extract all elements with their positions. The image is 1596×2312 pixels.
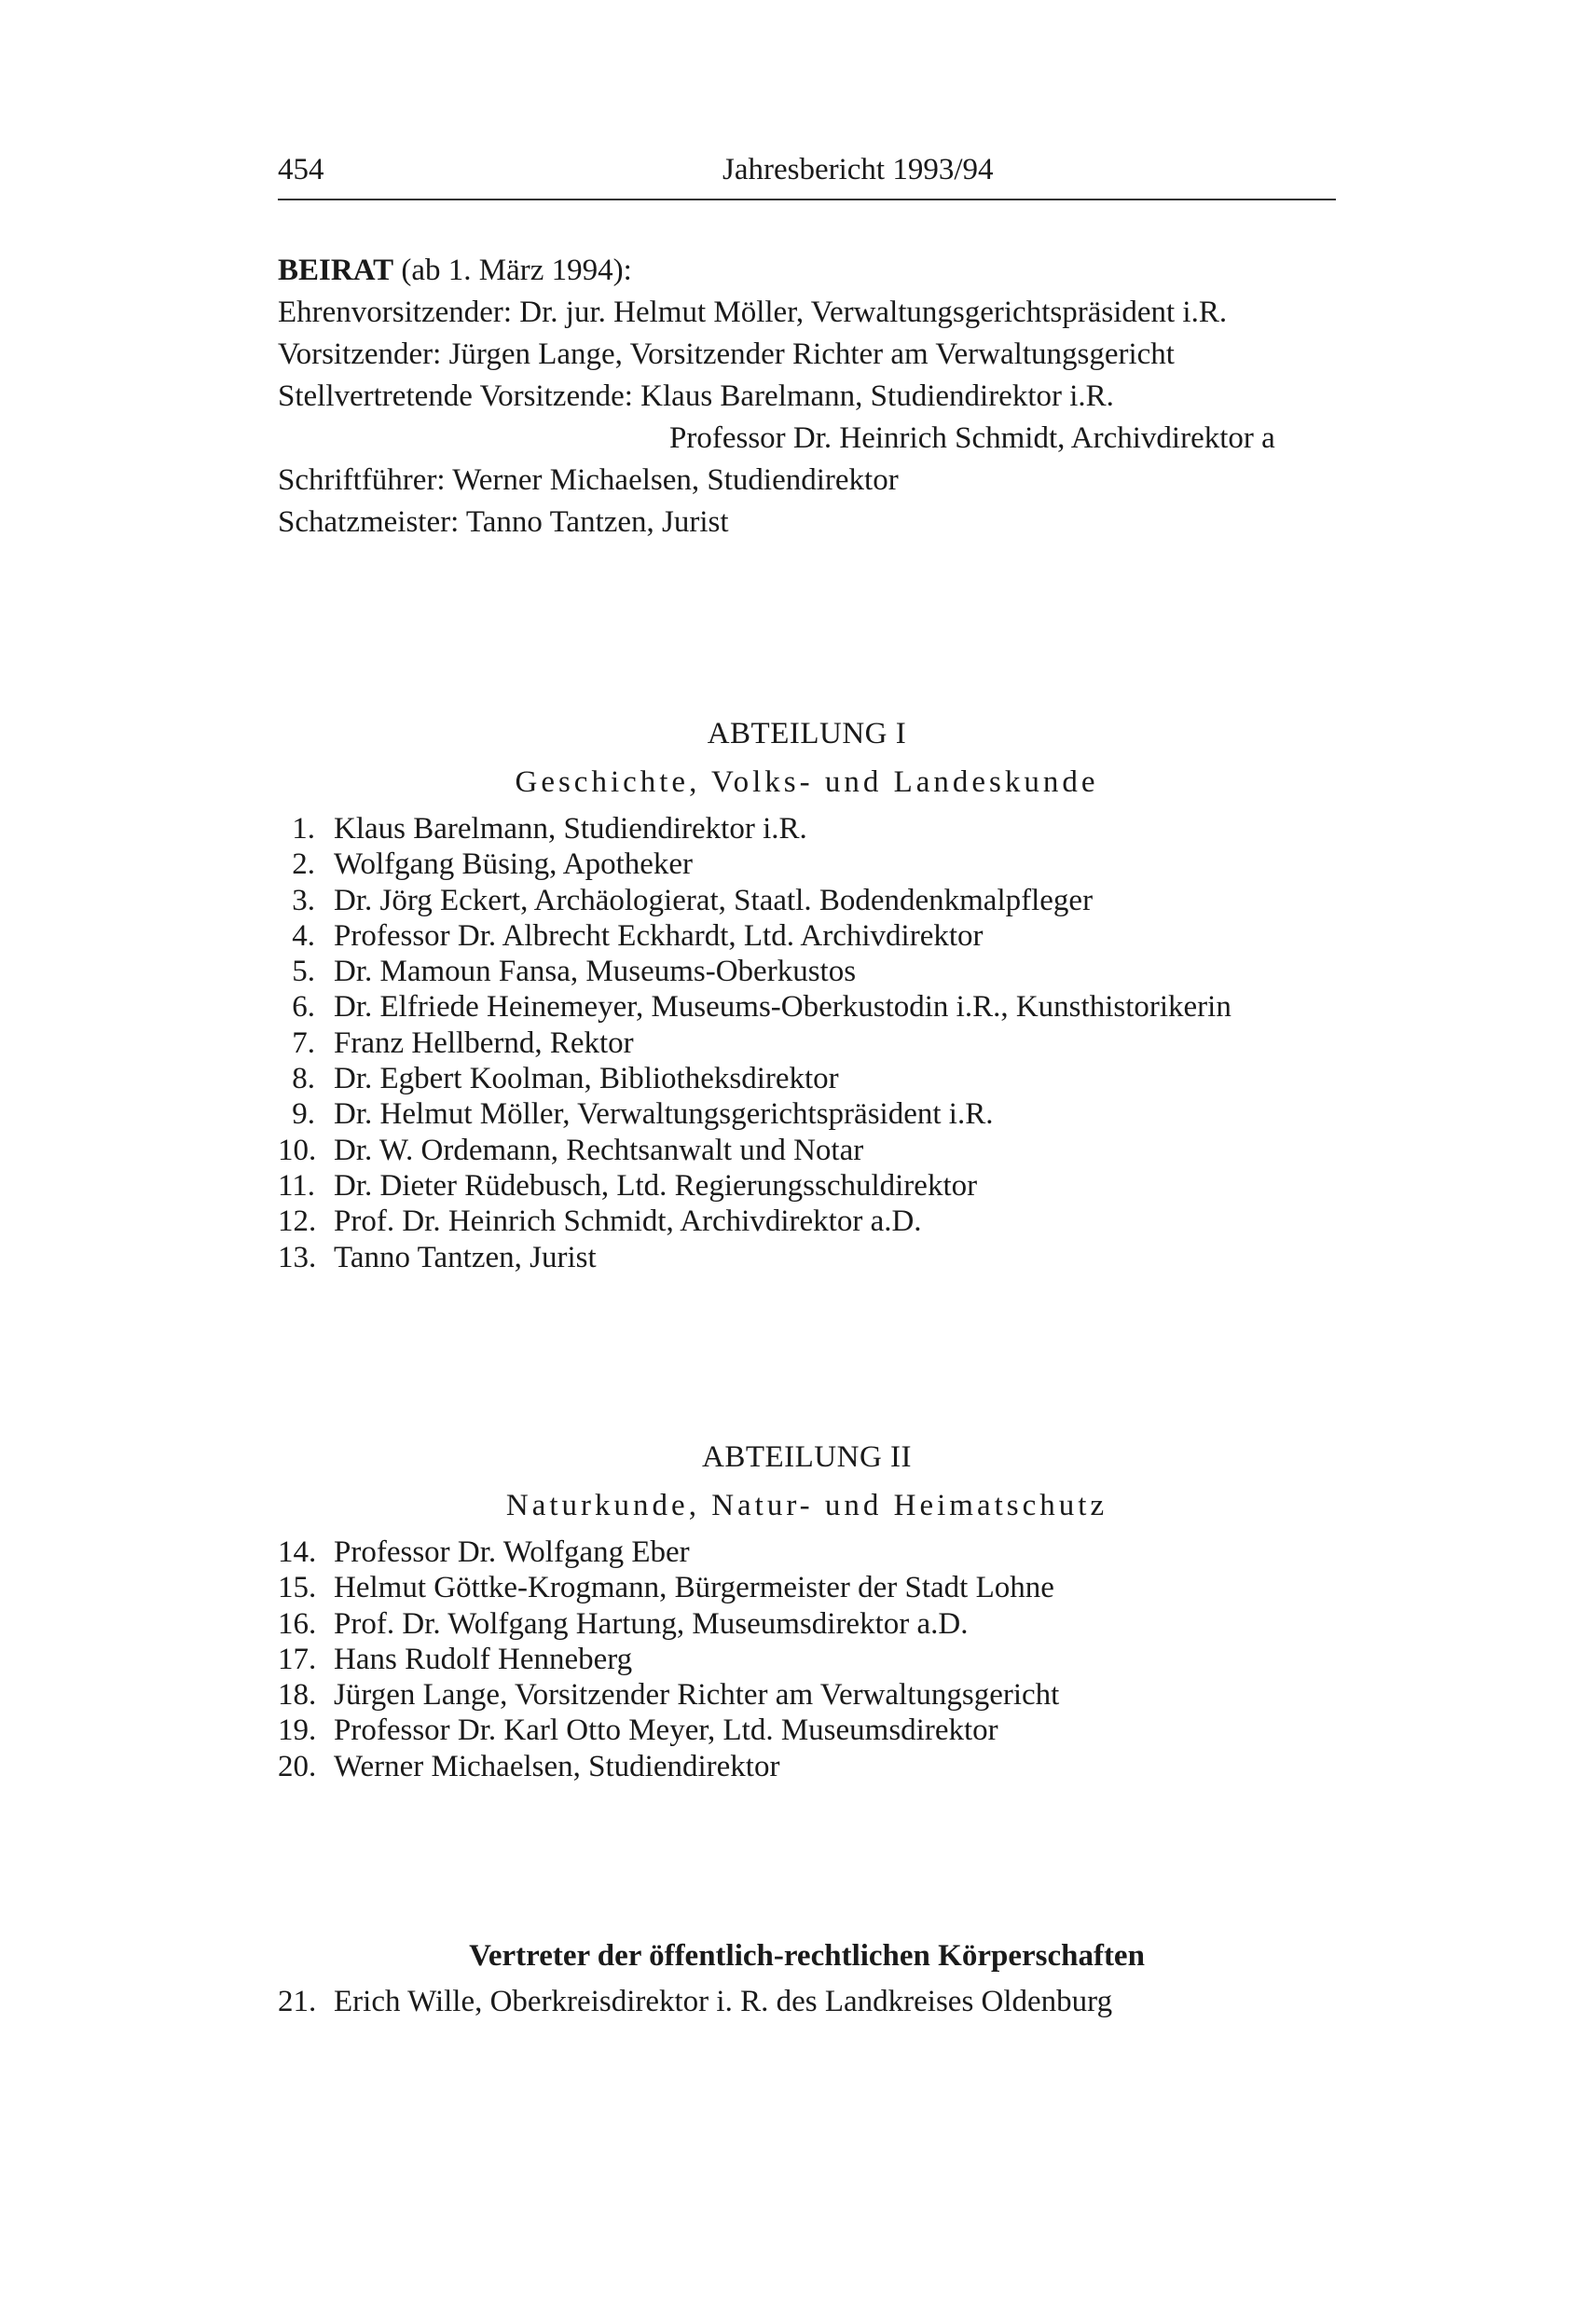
list-item-text: Professor Dr. Karl Otto Meyer, Ltd. Museumsdirektor [334,1713,998,1748]
list-item-number: 21. [278,1985,317,2018]
list-item [278,1606,1336,1642]
list-item-number: 2. [292,847,315,882]
beirat-heading [278,250,1336,292]
list-item [278,1061,1336,1096]
page-number: 454 [278,153,324,186]
list-item-number: 14. [278,1535,317,1569]
document-page [278,140,1336,2237]
list-item [278,1204,1336,1239]
list-item-number: 15. [278,1571,317,1605]
list-item [278,1096,1336,1132]
list-item-text: Helmut Göttke-Krogmann, Bürgermeister der Stadt Lohne [334,1571,1054,1605]
list-item-text: Dr. Egbert Koolman, Bibliotheksdirektor [334,1062,839,1096]
list-item [278,1713,1336,1748]
list-item-text: Wolfgang Büsing, Apotheker [334,847,694,882]
list-item [278,883,1336,918]
list-item [278,1677,1336,1713]
list-item [278,811,1336,846]
list-item-text: Dr. Dieter Rüdebusch, Ltd. Regierungsschuldirektor [334,1168,978,1203]
list-item [278,846,1336,882]
list-item-number: 4. [292,918,315,953]
journal-title: Jahresbericht 1993/94 [722,153,994,186]
beirat-schatzmeister: Schatzmeister: Tanno Tantzen, Jurist [278,505,729,539]
list-item-number: 16. [278,1606,317,1641]
beirat-heading-bold: BEIRAT [278,254,394,287]
list-item-text: Dr. Mamoun Fansa, Museums-Oberkustos [334,955,857,989]
list-item-text: Prof. Dr. Wolfgang Hartung, Museumsdirektor a.D. [334,1606,969,1641]
beirat-ehrenvorsitzender: Ehrenvorsitzender: Dr. jur. Helmut Möller, Verwaltungsgerichtspräsident i.R. [278,296,1228,329]
list-item-text: Tanno Tantzen, Jurist [334,1240,597,1274]
list-item-text: Dr. Helmut Möller, Verwaltungsgerichtspräsident i.R. [334,1097,994,1132]
list-item-text: Professor Dr. Albrecht Eckhardt, Ltd. Archivdirektor [334,918,984,953]
list-item-number: 10. [278,1133,317,1167]
list-item-number: 1. [292,812,315,846]
list-item-text: Prof. Dr. Heinrich Schmidt, Archivdirektor a.D. [334,1204,922,1239]
list-item-number: 7. [292,1025,315,1060]
list-item-text: Dr. Elfriede Heinemeyer, Museums-Oberkustodin i.R., Kunsthistorikerin [334,990,1231,1025]
abteilung-2-subtitle: Naturkunde, Natur- und Heimatschutz [505,1489,1108,1522]
beirat-heading-date: (ab 1. März 1994): [393,254,632,287]
list-item-number: 12. [278,1204,317,1239]
list-item-number: 8. [292,1062,315,1096]
beirat-schriftfuehrer: Schriftführer: Werner Michaelsen, Studiendirektor [278,463,899,497]
list-item [278,1749,1336,1784]
header-rule [278,199,1336,200]
list-item [278,1570,1336,1605]
list-item [278,954,1336,989]
abteilung-1-list [278,811,1336,1275]
list-item [278,989,1336,1025]
list-item-number: 3. [292,883,315,917]
list-item [278,1534,1336,1570]
list-item-text: Jürgen Lange, Vorsitzender Richter am Verwaltungsgericht [334,1678,1060,1713]
list-item [278,1240,1336,1275]
abteilung-2-title: ABTEILUNG II [701,1440,913,1474]
list-item-number: 9. [292,1097,315,1132]
list-item-number: 18. [278,1678,317,1713]
list-item [278,1133,1336,1168]
list-item [278,1168,1336,1204]
list-item-text: Franz Hellbernd, Rektor [334,1025,634,1060]
list-item-number: 13. [278,1240,317,1274]
list-item-text: Dr. Jörg Eckert, Archäologierat, Staatl. Bodendenkmalpfleger [334,883,1094,917]
list-item [278,1025,1336,1061]
list-item-text: Erich Wille, Oberkreisdirektor i. R. des Landkreises Oldenburg [334,1985,1113,2018]
list-item [278,1642,1336,1677]
vertreter-list [278,1983,1336,2020]
beirat-vorsitzender: Vorsitzender: Jürgen Lange, Vorsitzender Richter am Verwaltungsgericht [278,337,1175,371]
list-item-text: Dr. W. Ordemann, Rechtsanwalt und Notar [334,1133,864,1167]
list-item-number: 20. [278,1749,317,1783]
beirat-stellvertreter: Stellvertretende Vorsitzende: Klaus Barelmann, Studiendirektor i.R. [278,379,1114,413]
list-item [278,1983,1336,2020]
abteilung-1-subtitle: Geschichte, Volks- und Landeskunde [515,765,1099,799]
abteilung-2-list [278,1534,1336,1784]
list-item-number: 19. [278,1713,317,1748]
list-item-text: Professor Dr. Wolfgang Eber [334,1535,690,1569]
list-item-number: 17. [278,1642,317,1676]
list-item-text: Hans Rudolf Henneberg [334,1642,633,1676]
list-item [278,918,1336,954]
abteilung-1-title: ABTEILUNG I [707,717,907,750]
list-item-number: 5. [292,955,315,989]
list-item-text: Werner Michaelsen, Studiendirektor [334,1749,780,1783]
list-item-text: Klaus Barelmann, Studiendirektor i.R. [334,812,807,846]
beirat-section [278,250,1336,544]
beirat-stellvertreter-2: Professor Dr. Heinrich Schmidt, Archivdirektor a [669,421,1275,455]
vertreter-title: Vertreter der öffentlich-rechtlichen Körperschaften [469,1939,1145,1973]
list-item-number: 6. [292,990,315,1025]
list-item-number: 11. [278,1168,316,1203]
